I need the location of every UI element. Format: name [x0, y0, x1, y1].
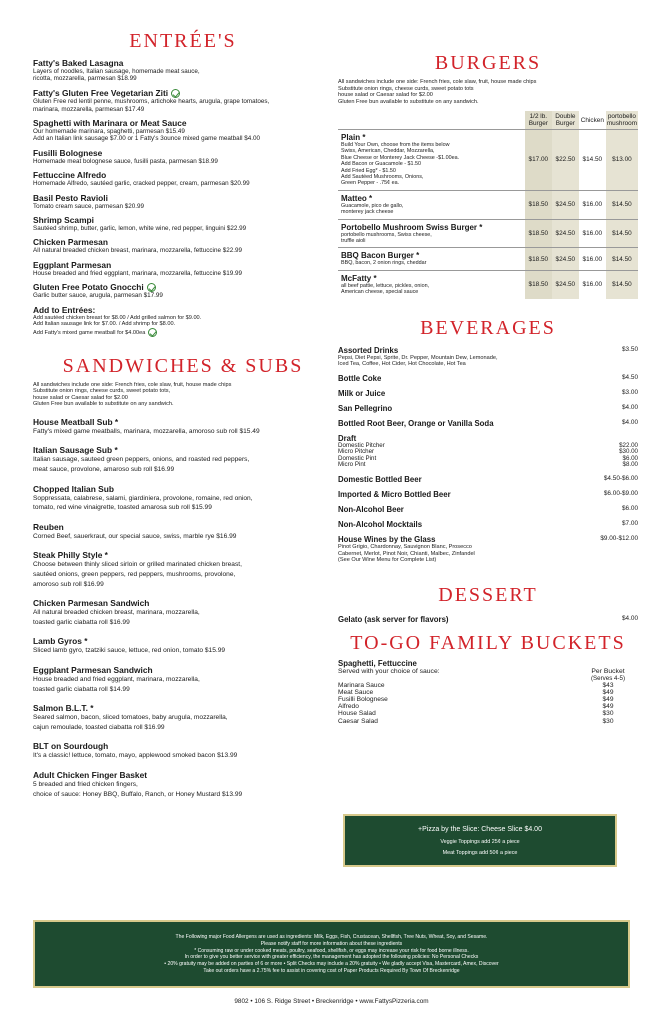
bucket-label: Caesar Salad	[338, 717, 378, 725]
entree-name-text: Spaghetti with Marinara or Meat Sauce	[33, 117, 187, 128]
sandwich-name: Steak Philly Style *	[33, 550, 108, 561]
entree-desc: Gluten Free red lentil penne, mushrooms, artichoke hearts, arugula, grape tomatoes,	[33, 98, 270, 106]
bucket-label: Fusilli Bolognese	[338, 695, 388, 703]
beverage-price: $4.00	[622, 418, 638, 426]
beverage-price: $9.00-$12.00	[600, 535, 638, 543]
burger-price: $14.50	[606, 219, 638, 248]
burger-row	[338, 130, 638, 191]
draft-price: $22.00	[619, 441, 638, 449]
burger-price: $14.50	[606, 190, 638, 219]
footer-line: Take out orders have a 2.75% fee to assist in covering cost of Paper Products Required By Town Of Breckenridge	[203, 967, 460, 974]
beverage-name: Domestic Bottled Beer	[338, 475, 422, 485]
allergen-footer	[33, 920, 630, 988]
entree-name	[33, 215, 333, 225]
beverage-item	[338, 535, 638, 564]
sandwich-item	[33, 636, 333, 656]
beverage-desc: (See Our Wine Menu for Complete List)	[338, 557, 437, 564]
burger-price: $14.50	[579, 130, 606, 191]
entree-desc: Add an Italian link sausage $7.00 or 1 Fatty's 3ounce mixed game meatball $4.00	[33, 135, 260, 143]
sandwich-item	[33, 741, 333, 761]
bucket-label: Alfredo	[338, 703, 359, 711]
sandwich-desc: All natural breaded chicken breast, marinara, mozzarella,	[33, 609, 200, 617]
burger-name: BBQ Bacon Burger *	[341, 251, 420, 261]
entree-name	[33, 193, 333, 203]
burger-desc: Guacamole, pico de gallo,	[341, 202, 404, 209]
burger-price: $16.00	[579, 270, 606, 298]
bucket-price: $30	[602, 717, 614, 725]
draft-price: $6.00	[622, 454, 638, 462]
beverage-name: Assorted Drinks	[338, 345, 399, 355]
sandwich-name: Chicken Parmesan Sandwich	[33, 598, 150, 609]
entree-name	[33, 118, 333, 128]
buckets-title: TO-GO FAMILY BUCKETS	[350, 631, 626, 654]
entree-item	[33, 58, 333, 83]
bucket-label: Meat Sauce	[338, 688, 374, 696]
burger-desc: all beef pattie, lettuce, pickles, onion,	[341, 282, 430, 289]
beverage-price: $3.50	[622, 345, 638, 353]
burger-row	[338, 270, 638, 298]
entree-name	[33, 148, 333, 158]
sandwich-item	[33, 417, 333, 437]
entree-name-text: Gluten Free Potato Gnocchi	[33, 282, 144, 293]
entree-item	[33, 237, 333, 254]
burger-price: $16.00	[579, 190, 606, 219]
sandwich-desc: Corned Beef, sauerkraut, our special sauce, swiss, marble rye $16.99	[33, 532, 237, 540]
add-line: Add Fatty's mixed game meatball for $4.00ea	[33, 328, 333, 337]
burger-name: Matteo *	[341, 193, 373, 203]
burger-desc: Add Fried Egg* - $1.50	[341, 167, 396, 174]
dessert-price: $4.00	[622, 614, 638, 622]
sandwich-name: Chopped Italian Sub	[33, 483, 114, 494]
sandwich-desc: Soppressata, calabrese, salami, giardiniera, provolone, romaine, red onion,	[33, 494, 253, 502]
burger-row	[338, 248, 638, 270]
footer-line: The Following major Food Allergens are used as ingredients: Milk, Eggs, Fish, Crustacean, Shellfish, Tree Nuts, Wheat, Soy, and Sesame.	[175, 934, 488, 940]
entree-item	[33, 282, 333, 300]
burger-table	[338, 111, 638, 299]
beverage-item	[338, 419, 638, 428]
beverage-row	[338, 490, 638, 499]
draft-row	[338, 449, 638, 456]
intro-line: All sandwiches include one side: French fries, cole slaw, fruit, house made chips	[338, 79, 537, 85]
sandwich-name: Adult Chicken Finger Basket	[33, 769, 148, 780]
sandwich-desc: Seared salmon, bacon, sliced tomatoes, baby arugula, mozzarella,	[33, 714, 228, 722]
draft-label: Domestic Pint	[338, 454, 377, 462]
entree-desc: House breaded and fried eggplant, marinara, mozzarella, fettuccine $19.99	[33, 269, 242, 277]
intro-line: house salad or Caesar salad for $2.00	[33, 394, 128, 401]
entree-item	[33, 148, 333, 165]
beverage-list-2	[338, 475, 638, 564]
burger-price: $16.00	[579, 248, 606, 270]
sandwich-desc: meat sauce, provolone, amaroso sub roll $16.99	[33, 466, 175, 474]
bucket-row	[338, 718, 638, 725]
entree-item	[33, 88, 333, 113]
sandwich-name: Lamb Gyros *	[33, 636, 88, 647]
entree-name-text: Eggplant Parmesan	[33, 259, 112, 270]
entrees-title: ENTRÉE'S	[129, 30, 237, 52]
dessert-name: Gelato (ask server for flavors)	[338, 614, 449, 624]
beverage-item	[338, 346, 638, 368]
beverage-row	[338, 374, 638, 383]
burger-desc: Add Bacon or Guacamole - $1.50	[341, 161, 422, 168]
header-blank	[338, 111, 525, 130]
beverage-row	[338, 404, 638, 413]
add-to-entrees	[33, 305, 333, 337]
beverage-desc: Iced Tea, Coffee, Hot Cider, Hot Chocolate, Hot Tea	[338, 361, 466, 368]
beverage-item	[338, 475, 638, 484]
sandwich-desc: amoroso sub roll $16.99	[33, 580, 104, 588]
entree-desc: Our homemade marinara, spaghetti, parmesan $15.49	[33, 127, 185, 135]
draft-label: Micro Pint	[338, 461, 366, 469]
header-double: Double Burger	[552, 111, 579, 130]
entree-name	[33, 88, 333, 98]
beverage-item	[338, 520, 638, 529]
beverage-name: Milk or Juice	[338, 388, 386, 398]
entree-name-text: Shrimp Scampi	[33, 214, 94, 225]
entree-item	[33, 170, 333, 187]
entree-list	[33, 58, 333, 300]
gluten-free-icon	[171, 89, 180, 98]
burger-desc: Green Pepper - .75¢ ea.	[341, 180, 400, 187]
entree-item	[33, 193, 333, 210]
gluten-free-icon	[148, 328, 157, 337]
dessert-item	[338, 615, 638, 624]
beverage-row	[338, 520, 638, 529]
sandwich-name: BLT on Sourdough	[33, 741, 109, 752]
header-half-lb: 1/2 lb. Burger	[525, 111, 552, 130]
sandwich-desc: It's a classic! lettuce, tomato, mayo, applewood smoked bacon $13.99	[33, 752, 238, 760]
burger-name: Plain *	[341, 133, 366, 142]
bucket-row	[338, 689, 638, 696]
burger-price: $18.50	[525, 248, 552, 270]
intro-line: All sandwiches include one side: French fries, cole slaw, fruit, house made chips	[33, 381, 232, 388]
footer-line: * Consuming raw or under cooked meats, poultry, seafood, shellfish, or eggs may increase your risk for food borne illness.	[194, 947, 469, 954]
sandwich-desc: choice of sauce: Honey BBQ, Buffalo, Ranch, or Honey Mustard $13.99	[33, 790, 243, 798]
entree-name-text: Fatty's Gluten Free Vegetarian Ziti	[33, 87, 169, 98]
sandwich-desc: tomato, red wine vinaigrette, toasted amarosa sub roll $15.99	[33, 504, 212, 512]
sandwich-name: House Meatball Sub *	[33, 416, 119, 427]
burger-desc-cell	[338, 248, 525, 270]
sandwich-name: Salmon B.L.T. *	[33, 703, 94, 714]
entree-desc: Sautéed shrimp, butter, garlic, lemon, white wine, red pepper, linguini $22.99	[33, 224, 247, 232]
bucket-price: $49	[602, 688, 614, 696]
entree-name	[33, 58, 333, 68]
entree-name-text: Fusilli Bolognese	[33, 147, 103, 158]
beverage-row	[338, 419, 638, 428]
intro-line: Substitute onion rings, cheese curds, sweet potato tots,	[33, 388, 171, 395]
sandwich-item	[33, 770, 333, 799]
beverage-desc: Pinot Grigio, Chardonnay, Sauvignon Blanc, Prosecco	[338, 544, 472, 551]
burger-price: $24.50	[552, 219, 579, 248]
entree-name	[33, 170, 333, 180]
draft-section	[338, 434, 638, 469]
burger-desc-cell	[338, 190, 525, 219]
pizza-meat: Meat Toppings add 50¢ a piece	[442, 850, 518, 856]
entree-desc: ricotta, mozzarella, parmesan $18.99	[33, 75, 137, 83]
beverage-name: Non-Alcohol Mocktails	[338, 520, 423, 530]
beverages-title: BEVERAGES	[420, 316, 556, 339]
sandwich-item	[33, 703, 333, 732]
intro-line: Substitute onion rings, cheese curds, sweet potato tots	[338, 85, 474, 92]
beverage-price: $6.00	[622, 505, 638, 513]
burger-desc: BBQ, bacon, 2 onion rings, cheddar	[341, 260, 427, 267]
burger-row	[338, 219, 638, 248]
sandwich-desc: 5 breaded and fried chicken fingers,	[33, 780, 138, 788]
sandwich-desc: toasted garlic ciabatta roll $16.99	[33, 618, 130, 626]
header-portobello: portobello mushroom	[606, 111, 638, 130]
burger-row	[338, 190, 638, 219]
burger-desc: American cheese, special sauce	[341, 289, 419, 296]
draft-label: Domestic Pitcher	[338, 441, 385, 449]
intro-line: Gluten Free bun available to substitute on any sandwich.	[338, 98, 479, 105]
sandwich-item	[33, 484, 333, 513]
burger-table-body	[338, 130, 638, 299]
address-line: 9802 • 106 S. Ridge Street • Breckenridge • www.FattysPizzeria.com	[234, 998, 429, 1005]
add-line: Add Italian sausage link for $7.00. / Add shrimp for $8.00.	[33, 321, 176, 328]
burger-price: $18.50	[525, 219, 552, 248]
burger-desc: Blue Cheese or Monterey Jack Cheese -$1.00ea.	[341, 154, 460, 161]
beverage-name: Non-Alcohol Beer	[338, 505, 404, 515]
bucket-price: $30	[602, 710, 614, 718]
burger-price: $16.00	[579, 219, 606, 248]
burger-price: $18.50	[525, 190, 552, 219]
draft-label: Micro Pitcher	[338, 448, 375, 456]
burger-desc-cell	[338, 219, 525, 248]
beverage-list	[338, 346, 638, 428]
beverage-row	[338, 346, 638, 355]
beverage-name: San Pellegrino	[338, 403, 393, 413]
dessert-title: DESSERT	[438, 583, 538, 606]
sandwich-item	[33, 550, 333, 589]
burger-price: $17.00	[525, 130, 552, 191]
burger-price: $13.00	[606, 130, 638, 191]
bucket-row	[338, 682, 638, 689]
sandwich-item	[33, 598, 333, 627]
burger-price: $14.50	[606, 270, 638, 298]
draft-row	[338, 443, 638, 450]
bucket-list	[338, 682, 638, 725]
entree-item	[33, 260, 333, 277]
gluten-free-icon	[147, 283, 156, 292]
footer-line: Please notify staff for more information about these ingredients	[260, 940, 403, 947]
sandwich-desc: Sliced lamb gyro, tzatziki sauce, lettuce, red onion, tomato $15.99	[33, 647, 226, 655]
sandwich-desc: Italian sausage, sauteed green peppers, onions, and roasted red peppers,	[33, 456, 250, 464]
beverage-price: $4.50	[622, 373, 638, 381]
beverage-price: $6.00-$9.00	[603, 490, 638, 498]
sandwich-item	[33, 522, 333, 542]
sandwich-desc: toasted garlic ciabatta roll $14.99	[33, 685, 130, 693]
sandwich-desc: sautéed onions, green peppers, red peppers, mushrooms, provolone,	[33, 571, 236, 578]
pizza-main: +Pizza by the Slice: Cheese Slice $4.00	[418, 826, 542, 833]
burger-desc: Build Your Own, choose from the items below	[341, 142, 450, 148]
burger-price: $18.50	[525, 270, 552, 298]
entree-name-text: Fettuccine Alfredo	[33, 170, 107, 181]
bucket-price: $49	[602, 703, 614, 711]
bucket-row	[338, 710, 638, 717]
beverage-row	[338, 475, 638, 484]
buckets-choose: Served with your choice of sauce:	[338, 667, 440, 675]
beverage-row	[338, 505, 638, 514]
pizza-veggie: Veggie Toppings add 25¢ a piece	[440, 839, 520, 845]
burger-desc: Add Sautéed Mushrooms, Onions,	[341, 174, 424, 181]
bucket-label: House Salad	[338, 710, 376, 718]
beverage-item	[338, 389, 638, 398]
sandwich-desc: House breaded and fried eggplant, marinara, mozzarella,	[33, 675, 200, 683]
burger-name: Portobello Mushroom Swiss Burger *	[341, 222, 483, 232]
draft-list	[338, 443, 638, 469]
beverage-name: House Wines by the Glass	[338, 535, 436, 545]
burger-price: $24.50	[552, 248, 579, 270]
buckets-section	[338, 659, 638, 725]
draft-row	[338, 462, 638, 469]
beverage-price: $4.00	[622, 403, 638, 411]
sandwich-desc: cajun remoulade, toasted ciabatta roll $16.99	[33, 723, 165, 731]
draft-title: Draft	[338, 433, 357, 443]
buckets-per: Per Bucket	[591, 667, 625, 675]
intro-line: house salad or Caesar salad for $2.00	[338, 92, 433, 98]
burger-desc-cell	[338, 270, 525, 298]
burger-desc: truffle aioli	[341, 238, 366, 245]
beverage-name: Bottle Coke	[338, 373, 382, 383]
burger-table-header	[338, 111, 638, 130]
sandwiches-title: SANDWICHES & SUBS	[62, 354, 304, 377]
entree-name	[33, 260, 333, 270]
left-column	[33, 30, 333, 799]
burger-price: $24.50	[552, 190, 579, 219]
beverage-price: $3.00	[622, 388, 638, 396]
entree-item	[33, 215, 333, 232]
footer-line: • 20% gratuity may be added on parties of 6 or more • Split Checks may include a 20% gratuity • We gladly accept Visa, Mastercard, Amex, Discover	[164, 961, 499, 968]
entree-desc: Layers of noodles, Italian sausage, homemade meat sauce,	[33, 68, 200, 75]
burger-desc: Swiss, American, Cheddar, Mozzarella,	[341, 148, 435, 155]
sandwich-desc: Choose between thinly sliced sirloin or grilled marinated chicken breast,	[33, 561, 242, 569]
beverage-name: Imported & Micro Bottled Beer	[338, 490, 451, 500]
buckets-subtitle: Spaghetti, Fettuccine	[338, 658, 417, 668]
burger-price: $22.50	[552, 130, 579, 191]
beverage-row	[338, 389, 638, 398]
sandwich-name: Eggplant Parmesan Sandwich	[33, 664, 153, 675]
buckets-serves-row	[338, 675, 638, 682]
sandwich-name: Reuben	[33, 521, 64, 532]
header-chicken: Chicken	[579, 111, 606, 130]
entree-desc: Homemade meat bolognese sauce, fusilli pasta, parmesan $18.99	[33, 157, 218, 165]
beverage-item	[338, 374, 638, 383]
entree-name	[33, 237, 333, 247]
entree-desc: All natural breaded chicken breast, marinara, mozzarella, fettuccine $22.99	[33, 247, 242, 255]
bucket-price: $49	[602, 695, 614, 703]
beverage-price: $7.00	[622, 520, 638, 528]
burger-desc: monterey jack cheese	[341, 209, 394, 216]
sandwich-item	[33, 665, 333, 694]
beverage-item	[338, 404, 638, 413]
draft-price: $30.00	[619, 448, 638, 456]
entree-name	[33, 282, 333, 292]
burger-price: $14.50	[606, 248, 638, 270]
footer-line: In order to give you better service with greater efficiency, the management has adopted the following policies: No Personal Checks	[184, 954, 479, 961]
sandwich-name: Italian Sausage Sub *	[33, 445, 118, 456]
burger-name: McFatty *	[341, 273, 377, 283]
sandwich-item	[33, 445, 333, 474]
sandwich-desc: Fatty's mixed game meatballs, marinara, mozzarella, amoroso sub roll $15.49	[33, 427, 260, 435]
beverage-row	[338, 535, 638, 544]
beverage-item	[338, 490, 638, 499]
bucket-row	[338, 703, 638, 710]
burgers-intro	[338, 79, 638, 105]
add-line: Add sautéed chicken breast for $8.00 / Add grilled salmon for $9.00.	[33, 314, 202, 321]
buckets-serves: (Serves 4-5)	[590, 674, 626, 682]
entree-desc: Garlic butter sauce, arugula, parmesan $17.99	[33, 292, 163, 300]
sandwich-list	[33, 417, 333, 799]
burger-desc: portobello mushrooms, Swiss cheese,	[341, 231, 432, 238]
draft-row	[338, 456, 638, 463]
beverage-item	[338, 505, 638, 514]
burger-price: $24.50	[552, 270, 579, 298]
beverage-price: $4.50-$6.00	[603, 475, 638, 483]
entree-desc: Homemade Alfredo, sautéed garlic, cracked pepper, cream, parmesan $20.99	[33, 180, 250, 188]
intro-line: Gluten Free bun available to substitute on any sandwich.	[33, 401, 174, 408]
bucket-price: $43	[602, 681, 614, 689]
entree-item	[33, 118, 333, 143]
pizza-box	[343, 814, 617, 867]
bucket-label: Marinara Sauce	[338, 681, 385, 689]
bucket-row	[338, 696, 638, 703]
right-column	[338, 52, 638, 725]
add-to-entrees-title: Add to Entrées:	[33, 304, 96, 315]
beverage-desc: Pepsi, Diet Pepsi, Sprite, Dr. Pepper, Mountain Dew, Lemonade,	[338, 354, 498, 361]
sandwiches-intro	[33, 382, 333, 408]
burgers-title: BURGERS	[434, 52, 542, 74]
entree-desc: marinara, mozzarella, parmesan $17.49	[33, 105, 145, 113]
burger-desc-cell	[338, 130, 525, 191]
entree-name-text: Basil Pesto Ravioli	[33, 192, 108, 203]
beverage-name: Bottled Root Beer, Orange or Vanilla Soda	[338, 418, 494, 428]
buckets-header-row	[338, 668, 638, 675]
draft-price: $8.00	[622, 461, 638, 469]
entree-desc: Tomato cream sauce, parmesan $20.99	[33, 202, 144, 210]
entree-name-text: Fatty's Baked Lasagna	[33, 58, 124, 68]
beverage-desc: Cabernet, Merlot, Pinot Noir, Chianti, Malbec, Zinfandel	[338, 550, 475, 557]
entree-name-text: Chicken Parmesan	[33, 237, 108, 248]
